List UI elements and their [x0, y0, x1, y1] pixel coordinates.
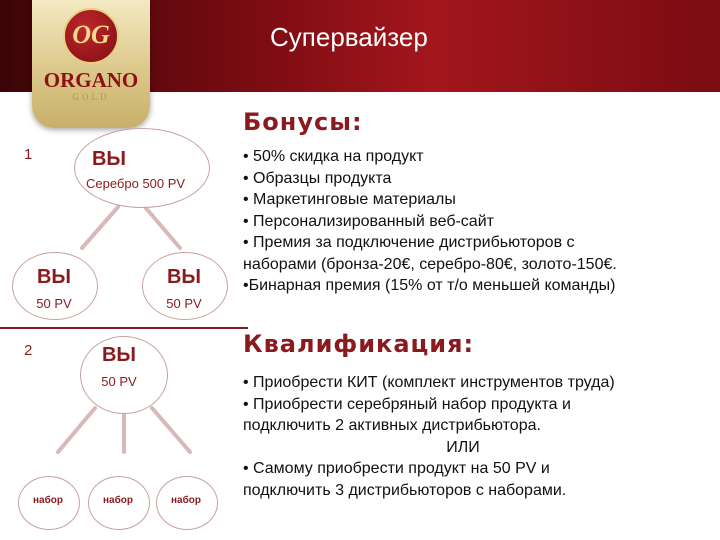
qualification-line-2: • Приобрести серебряный набор продукта и — [243, 395, 571, 413]
right-node-sub: 50 PV — [166, 296, 202, 311]
qualification-line-4: • Самому приобрести продукт на 50 PV и — [243, 460, 550, 477]
set-label-2: набор — [103, 495, 133, 506]
link-mid-left — [58, 408, 95, 452]
bonus-line-5: • Премия за подключение дистрибьюторов с — [243, 234, 575, 251]
logo-brand: ORGANO — [43, 68, 139, 92]
bonus-line-4: • Персонализированный веб-сайт — [243, 212, 494, 230]
bonus-line-6: наборами (бронза-20€, серебро-80€, золото-150€. — [243, 255, 617, 273]
qualification-line-5: подключить 3 дистрибьюторов с наборами. — [243, 481, 567, 499]
page-title: Супервайзер — [270, 22, 428, 52]
bonus-line-7: •Бинарная премия (15% от т/о меньшей команды) — [243, 277, 616, 294]
level-label-2: 2 — [24, 342, 33, 359]
level-label-1: 1 — [24, 146, 33, 163]
left-node-title: ВЫ — [36, 266, 72, 288]
logo-monogram: OG — [72, 20, 110, 49]
middle-node-sub: 50 PV — [101, 374, 137, 389]
qualification-or: ИЛИ — [446, 438, 480, 456]
bonus-line-1: • 50% скидка на продукт — [243, 148, 424, 165]
left-node-sub: 50 PV — [36, 296, 72, 311]
qualification-line-1: • Приобрести КИТ (комплект инструментов труда) — [243, 374, 615, 391]
top-node-sub: Серебро 500 PV — [86, 176, 186, 191]
middle-node-title: ВЫ — [101, 344, 137, 366]
set-label-1: набор — [33, 495, 63, 506]
link-top-right — [145, 207, 180, 248]
logo-sub: GOLD — [72, 92, 110, 102]
bonuses-list — [243, 146, 617, 297]
level-divider — [0, 327, 248, 329]
link-top-left — [82, 207, 118, 248]
right-node-title: ВЫ — [166, 266, 202, 288]
set-label-3: набор — [171, 495, 201, 506]
bonuses-heading: Бонусы: — [243, 108, 363, 136]
top-node-title: ВЫ — [91, 148, 127, 170]
link-mid-right — [152, 408, 190, 452]
qualification-line-3: подключить 2 активных дистрибьютора. — [243, 417, 541, 434]
qualification-heading: Квалификация: — [243, 330, 475, 358]
bonus-line-2: • Образцы продукта — [243, 169, 392, 187]
bonus-line-3: • Маркетинговые материалы — [243, 191, 456, 208]
qualification-list — [243, 372, 683, 501]
